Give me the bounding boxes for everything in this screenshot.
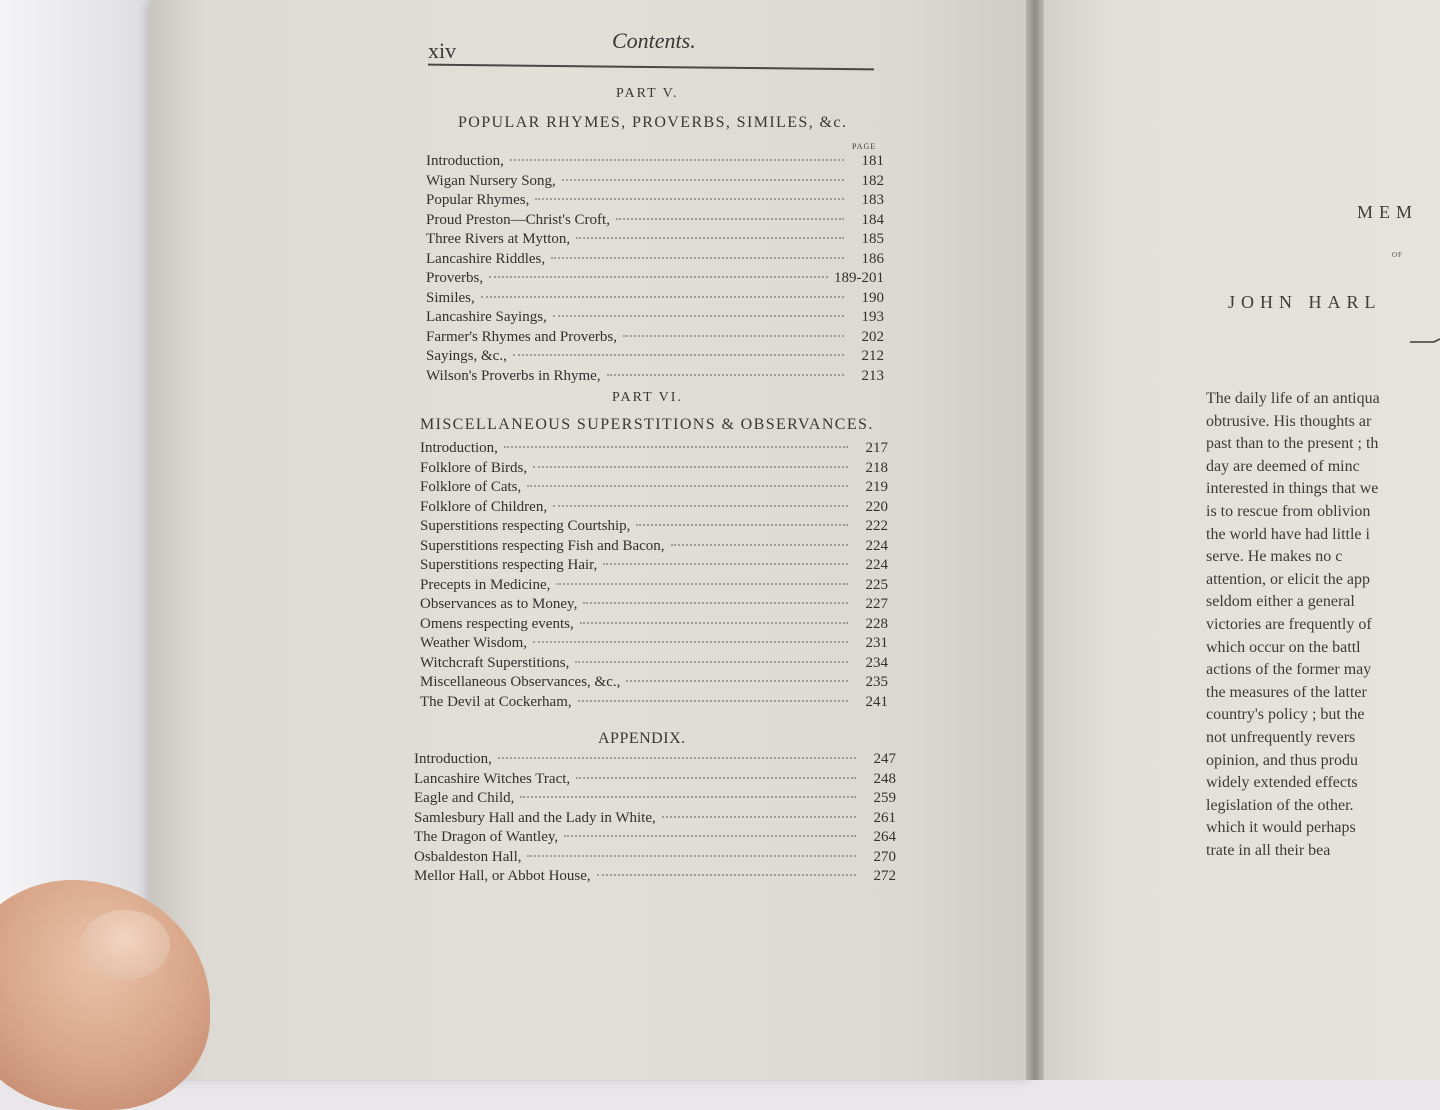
toc-entry-page: 264 bbox=[873, 829, 896, 845]
toc-entry-title: Superstitions respecting Courtship, bbox=[420, 518, 631, 534]
toc-entry-page: 228 bbox=[865, 615, 888, 632]
part-v-contents-list bbox=[426, 153, 884, 387]
toc-entry-page: 217 bbox=[865, 440, 888, 456]
memoir-of-label: OF bbox=[1392, 251, 1403, 259]
toc-entry-page: 219 bbox=[865, 479, 888, 495]
toc-entry-title: Superstitions respecting Hair, bbox=[420, 557, 598, 573]
toc-entry-title: Mellor Hall, or Abbot House, bbox=[414, 868, 591, 884]
toc-entry bbox=[420, 518, 888, 538]
toc-entry-title: Folklore of Cats, bbox=[420, 479, 522, 495]
toc-entry-page: 224 bbox=[865, 557, 888, 573]
toc-entry-title: Miscellaneous Observances, &c., bbox=[420, 674, 621, 690]
part-vi-contents-list bbox=[420, 440, 888, 713]
body-text-line: country's policy ; but the bbox=[1206, 706, 1365, 724]
body-text-line: not unfrequently revers bbox=[1206, 728, 1356, 746]
toc-entry-page: 186 bbox=[861, 250, 884, 267]
toc-entry bbox=[414, 850, 896, 870]
toc-leader-dots bbox=[553, 315, 844, 317]
part-v-label: PART V. bbox=[616, 86, 679, 101]
toc-leader-dots bbox=[520, 796, 856, 798]
toc-entry-title: Precepts in Medicine, bbox=[420, 576, 551, 593]
toc-entry bbox=[426, 251, 884, 271]
toc-entry bbox=[426, 212, 884, 232]
memoir-body-text bbox=[1206, 390, 1380, 864]
toc-entry-page: 218 bbox=[865, 459, 888, 476]
body-text-line: is to rescue from oblivion bbox=[1206, 502, 1371, 520]
body-text-line: obtrusive. His thoughts ar bbox=[1206, 412, 1372, 430]
toc-leader-dots bbox=[564, 835, 856, 837]
toc-entry bbox=[420, 499, 888, 519]
toc-leader-dots bbox=[607, 374, 844, 376]
toc-entry bbox=[420, 460, 888, 480]
toc-entry-page: 181 bbox=[861, 153, 884, 169]
toc-leader-dots bbox=[533, 466, 848, 468]
toc-entry-title: Observances as to Money, bbox=[420, 596, 578, 612]
toc-leader-dots bbox=[576, 777, 856, 779]
toc-entry-page: 185 bbox=[861, 231, 884, 247]
toc-entry-page: 220 bbox=[865, 498, 888, 515]
toc-entry-page: 259 bbox=[873, 790, 896, 806]
toc-entry bbox=[420, 674, 888, 694]
toc-entry-title: Folklore of Children, bbox=[420, 498, 548, 515]
toc-entry-title: Wilson's Proverbs in Rhyme, bbox=[426, 367, 601, 384]
toc-entry bbox=[420, 616, 888, 636]
toc-entry bbox=[420, 440, 888, 460]
toc-entry-page: 261 bbox=[873, 809, 896, 826]
toc-leader-dots bbox=[580, 622, 848, 624]
toc-leader-dots bbox=[576, 237, 844, 239]
toc-entry bbox=[426, 270, 884, 290]
toc-entry-page: 202 bbox=[861, 328, 884, 345]
toc-entry bbox=[414, 752, 896, 772]
part-v-title: POPULAR RHYMES, PROVERBS, SIMILES, &c. bbox=[458, 114, 848, 131]
body-text-line: which it would perhaps bbox=[1206, 819, 1356, 837]
toc-entry-page: 247 bbox=[873, 751, 896, 767]
toc-leader-dots bbox=[504, 446, 848, 448]
toc-entry-title: Superstitions respecting Fish and Bacon, bbox=[420, 537, 665, 554]
toc-leader-dots bbox=[513, 354, 844, 356]
toc-entry-title: Osbaldeston Hall, bbox=[414, 848, 522, 865]
toc-entry bbox=[414, 791, 896, 811]
toc-leader-dots bbox=[597, 874, 856, 876]
thumbnail bbox=[80, 910, 170, 980]
toc-entry bbox=[426, 368, 884, 388]
toc-leader-dots bbox=[527, 485, 848, 487]
body-text-line: which occur on the battl bbox=[1206, 638, 1361, 656]
toc-leader-dots bbox=[481, 296, 844, 298]
body-text-line: The daily life of an antiqua bbox=[1206, 390, 1380, 407]
toc-leader-dots bbox=[575, 661, 848, 663]
toc-entry bbox=[414, 772, 896, 792]
toc-entry-title: Three Rivers at Mytton, bbox=[426, 231, 571, 247]
toc-entry-title: Lancashire Sayings, bbox=[426, 309, 547, 325]
toc-leader-dots bbox=[527, 855, 856, 857]
body-text-line: trate in all their bea bbox=[1206, 841, 1331, 859]
toc-entry-title: Wigan Nursery Song, bbox=[426, 172, 556, 189]
toc-entry bbox=[426, 153, 884, 173]
memoir-title-line-1: MEM bbox=[1357, 202, 1419, 222]
toc-entry bbox=[414, 811, 896, 831]
toc-leader-dots bbox=[533, 641, 848, 643]
toc-entry-page: 248 bbox=[873, 770, 896, 787]
body-text-line: day are deemed of minc bbox=[1206, 457, 1360, 475]
toc-leader-dots bbox=[498, 757, 856, 759]
toc-entry-page: 234 bbox=[865, 654, 888, 671]
toc-entry bbox=[426, 192, 884, 212]
ornament-rule bbox=[1410, 338, 1440, 346]
toc-leader-dots bbox=[556, 583, 848, 585]
toc-entry bbox=[414, 869, 896, 889]
toc-entry-page: 224 bbox=[865, 537, 888, 554]
toc-entry-title: Similes, bbox=[426, 289, 475, 306]
body-text-line: past than to the present ; th bbox=[1206, 435, 1379, 453]
toc-entry bbox=[420, 596, 888, 616]
toc-entry-page: 182 bbox=[861, 172, 884, 189]
memoir-title-line-2: JOHN HARL bbox=[1228, 292, 1382, 312]
toc-entry-page: 184 bbox=[861, 211, 884, 228]
toc-entry bbox=[420, 635, 888, 655]
toc-entry bbox=[420, 577, 888, 597]
body-text-line: victories are frequently of bbox=[1206, 615, 1372, 633]
toc-entry-page: 270 bbox=[873, 848, 896, 865]
toc-leader-dots bbox=[623, 335, 844, 337]
toc-entry-page: 183 bbox=[861, 192, 884, 208]
toc-entry bbox=[426, 173, 884, 193]
toc-leader-dots bbox=[603, 563, 848, 565]
body-text-line: interested in things that we bbox=[1206, 480, 1379, 498]
toc-entry bbox=[414, 830, 896, 850]
part-vi-title: MISCELLANEOUS SUPERSTITIONS & OBSERVANCES. bbox=[420, 416, 874, 433]
toc-entry bbox=[426, 231, 884, 251]
toc-entry-page: 193 bbox=[861, 309, 884, 325]
appendix-contents-list bbox=[414, 752, 896, 889]
toc-leader-dots bbox=[636, 524, 848, 526]
toc-leader-dots bbox=[616, 218, 844, 220]
toc-entry-title: Introduction, bbox=[414, 751, 492, 767]
toc-leader-dots bbox=[662, 816, 856, 818]
toc-entry bbox=[420, 538, 888, 558]
toc-entry bbox=[420, 655, 888, 675]
body-text-line: widely extended effects bbox=[1206, 774, 1358, 792]
toc-entry-title: Weather Wisdom, bbox=[420, 635, 528, 651]
toc-entry-page: 225 bbox=[865, 576, 888, 593]
toc-entry-title: Samlesbury Hall and the Lady in White, bbox=[414, 809, 656, 826]
body-text-line: actions of the former may bbox=[1206, 661, 1372, 679]
toc-leader-dots bbox=[626, 680, 848, 682]
toc-entry-title: The Dragon of Wantley, bbox=[414, 829, 559, 845]
toc-entry-title: Popular Rhymes, bbox=[426, 192, 530, 208]
toc-entry-title: Omens respecting events, bbox=[420, 615, 574, 632]
toc-entry-title: Proud Preston—Christ's Croft, bbox=[426, 211, 610, 228]
toc-leader-dots bbox=[562, 179, 844, 181]
toc-entry-title: Farmer's Rhymes and Proverbs, bbox=[426, 328, 618, 345]
body-text-line: legislation of the other. bbox=[1206, 796, 1354, 814]
toc-leader-dots bbox=[551, 257, 844, 259]
toc-entry-title: Sayings, &c., bbox=[426, 348, 507, 364]
toc-entry bbox=[420, 479, 888, 499]
toc-entry-page: 189-201 bbox=[834, 270, 884, 286]
page-number: xiv bbox=[428, 38, 457, 63]
book-gutter bbox=[1026, 0, 1044, 1080]
toc-entry bbox=[426, 309, 884, 329]
toc-entry bbox=[426, 329, 884, 349]
toc-entry-page: 212 bbox=[861, 348, 884, 364]
toc-entry-page: 190 bbox=[861, 289, 884, 306]
toc-entry bbox=[420, 557, 888, 577]
toc-leader-dots bbox=[510, 159, 844, 161]
body-text-line: attention, or elicit the app bbox=[1206, 570, 1370, 588]
toc-entry bbox=[420, 694, 888, 714]
toc-entry-title: Lancashire Witches Tract, bbox=[414, 770, 571, 787]
toc-entry-title: Lancashire Riddles, bbox=[426, 250, 546, 267]
toc-leader-dots bbox=[578, 700, 848, 702]
body-text-line: seldom either a general bbox=[1206, 593, 1355, 611]
toc-leader-dots bbox=[671, 544, 848, 546]
page-column-label: PAGE bbox=[852, 142, 877, 151]
toc-entry-page: 231 bbox=[865, 635, 888, 651]
toc-entry-page: 227 bbox=[865, 596, 888, 612]
appendix-title: APPENDIX. bbox=[598, 730, 686, 747]
toc-leader-dots bbox=[553, 505, 848, 507]
running-head: Contents. bbox=[612, 28, 696, 53]
toc-entry-title: Eagle and Child, bbox=[414, 790, 515, 806]
body-text-line: opinion, and thus produ bbox=[1206, 751, 1358, 769]
toc-leader-dots bbox=[535, 198, 844, 200]
toc-entry-page: 213 bbox=[861, 367, 884, 384]
body-text-line: serve. He makes no c bbox=[1206, 548, 1343, 566]
toc-entry-title: Introduction, bbox=[426, 153, 504, 169]
toc-entry-page: 272 bbox=[873, 868, 896, 884]
toc-entry-title: Witchcraft Superstitions, bbox=[420, 654, 570, 671]
toc-entry bbox=[426, 290, 884, 310]
toc-entry-title: Introduction, bbox=[420, 440, 498, 456]
body-text-line: the world have had little i bbox=[1206, 525, 1370, 543]
toc-entry-page: 235 bbox=[865, 674, 888, 690]
toc-leader-dots bbox=[583, 602, 848, 604]
toc-entry-title: The Devil at Cockerham, bbox=[420, 693, 572, 710]
toc-leader-dots bbox=[489, 276, 828, 278]
toc-entry-title: Folklore of Birds, bbox=[420, 459, 528, 476]
toc-entry bbox=[426, 348, 884, 368]
toc-entry-page: 241 bbox=[865, 693, 888, 710]
part-vi-label: PART VI. bbox=[612, 390, 683, 405]
toc-entry-title: Proverbs, bbox=[426, 270, 484, 286]
toc-entry-page: 222 bbox=[865, 518, 888, 534]
body-text-line: the measures of the latter bbox=[1206, 683, 1367, 701]
